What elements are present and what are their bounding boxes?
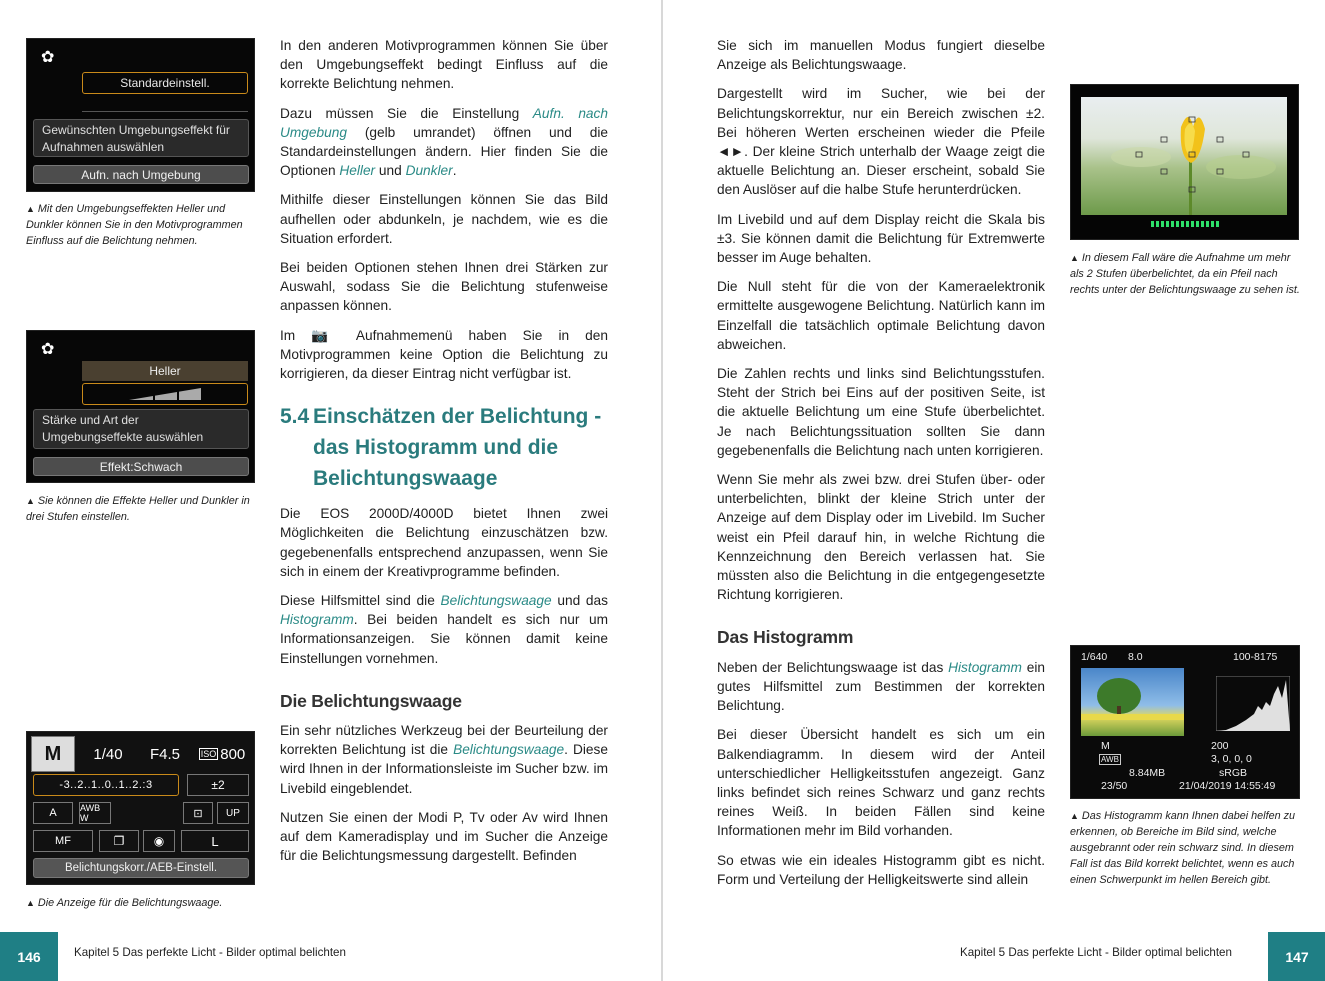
paragraph: Neben der Belichtungswaage ist das Histogramm ein gutes Hilfsmittel zum Bestimmen der korrekten Belichtung.: [717, 659, 1046, 714]
paragraph: Bei dieser Übersicht handelt es sich um ein Balkendiagramm. In diesem wird der Anteil unterschiedlicher Helligkeitsstufen angezeigt. Ganz links befindet sich reines Schwarz und ganz rechts reines Weiß. In beiden Fällen sind keine Informationen mehr im Bild vorhanden.: [717, 727, 1045, 839]
page-number: 146: [0, 932, 58, 981]
shutter-cell: 1/40: [93, 745, 123, 763]
aperture-cell: F4.5: [149, 745, 180, 763]
paragraph: Dargestellt wird im Sucher, wie bei der Belichtungskorrektur, nur ein Bereich zwischen ±2. Bei höheren Werten erscheinen wieder die Pfeile ◄►. Der kleine Strich unterhalb der Waage zeigt die aktuelle Belichtung an. Dieser erscheint, sobald Sie den Auslöser auf die halbe Stufe herunterdrücken.: [717, 86, 1045, 198]
iso-cell: ISO 800: [200, 745, 246, 763]
ambience-button: Aufn. nach Umgebung: [33, 165, 249, 184]
iso-readout: 200: [1211, 740, 1229, 752]
af-point-icon: ⊡: [183, 802, 213, 824]
crocus-photo: [1081, 97, 1287, 215]
file-number: 100-8175: [1233, 651, 1278, 663]
paragraph: In den anderen Motivprogrammen können Sie über den Umgebungseffekt bedingt Einfluss auf die korrekte Belichtung nehmen.: [280, 38, 608, 92]
effect-button: Effekt:Schwach: [33, 457, 249, 476]
level-bars-icon: [125, 387, 205, 401]
left-page: [0, 0, 662, 981]
triangle-icon: ▲: [26, 496, 35, 506]
running-footer: Kapitel 5 Das perfekte Licht - Bilder optimal belichten: [74, 946, 346, 959]
paragraph: Dazu müssen Sie die Einstellung Aufn. nach Umgebung (gelb umrandet) öffnen und die Standardeinstellungen ändern. Hier finden Sie die Optionen Heller und Dunkler.: [280, 105, 608, 179]
paragraph: So etwas wie ein ideales Histogramm gibt es nicht. Form und Verteilung der Helligkeitswerte sind allein: [717, 852, 1045, 887]
running-footer: Kapitel 5 Das perfekte Licht - Bilder optimal belichten: [960, 946, 1232, 959]
section-heading: 5.4 Einschätzen der Belichtung - das Histogramm und die Belichtungswaage: [280, 405, 602, 491]
paragraph: Im 📷 Aufnahmemenü haben Sie in den Motivprogrammen keine Option die Belichtung zu korrigieren, da dieser Eintrag nicht verfügbar ist.: [280, 327, 609, 382]
aperture-readout: 8.0: [1128, 651, 1143, 663]
screen-title: Heller: [82, 361, 248, 381]
triangle-icon: ▲: [1070, 811, 1079, 821]
flash-comp-cell: ±2: [187, 774, 249, 796]
divider: [82, 111, 248, 112]
af-mode-cell: MF: [33, 830, 93, 852]
screen-title: Standardeinstell.: [82, 72, 248, 94]
triangle-icon: ▲: [1070, 253, 1079, 263]
camera-icon: 📷: [311, 327, 341, 343]
level-selector: [82, 383, 248, 405]
paragraph: Bei beiden Optionen stehen Ihnen drei Stärken zur Auswahl, sodass Sie die Belichtung stufenweise anpassen können.: [280, 260, 608, 314]
image-quality-cell: L: [181, 830, 249, 852]
camera-screen-exposure: [26, 731, 255, 885]
paragraph: Die EOS 2000D/4000D bietet Ihnen zwei Möglichkeiten die Belichtung einzuschätzen bzw. gegebenenfalls entsprechend anzupassen, wenn Sie sich in einem der Kreativprogramme befinden.: [280, 506, 608, 579]
subheading: Die Belichtungswaage: [280, 690, 462, 711]
page-number: 147: [1268, 932, 1325, 981]
left-body: [280, 36, 608, 876]
tree-icon: [1081, 668, 1184, 736]
playback-histogram-screen: [1070, 645, 1300, 799]
drive-mode-icon: ❐: [99, 830, 139, 852]
wb-cell: AWB W: [79, 802, 111, 824]
histogram-graph: [1216, 676, 1290, 731]
info-panel: Stärke und Art der Umgebungseffekte auswählen: [33, 409, 249, 449]
shutter-readout: 1/640: [1081, 651, 1108, 663]
camera-screen-ambience: [26, 38, 255, 192]
crocus-flower-icon: [1081, 97, 1287, 215]
camera-screen-brightness: [26, 330, 255, 483]
caption-viewfinder: ▲ In diesem Fall wäre die Aufnahme um mehr als 2 Stufen überbelichtet, da ein Pfeil nach rechts unter der Belichtungswaage zu sehen ist.: [1070, 252, 1300, 296]
color-space-readout: sRGB: [1219, 767, 1248, 779]
image-count: 23/50: [1101, 780, 1128, 792]
metering-icon: ◉: [143, 830, 175, 852]
scene-mode-icon: ✿: [41, 341, 55, 358]
paragraph: Die Zahlen rechts und links sind Belichtungsstufen. Steht der Strich bei Eins auf der positiven Seite, ist die aktuelle Belichtung um eine Stufe überbelichtet. Je nach Belichtungssituation sollten Sie dann gegebenenfalls die Belichtung nach unten korrigieren.: [717, 366, 1045, 458]
exposure-comp-menu: Belichtungskorr./AEB-Einstell.: [33, 858, 249, 878]
scene-mode-icon: ✿: [41, 49, 55, 66]
tree-photo: [1081, 668, 1184, 736]
caption-histogram: ▲ Das Histogramm kann Ihnen dabei helfen zu erkennen, ob Bereiche im Bild sind, welche ausgebrannt oder rein schwarz sind. In diesem Fall ist das Bild korrekt belichtet, wenn es auch einen Schwerpunkt im hellen Bereich gibt.: [1070, 810, 1295, 886]
paragraph: Diese Hilfsmittel sind die Belichtungswaage und das Histogramm. Bei beiden handelt es sich nur um Informationsanzeigen. Sie können damit keine Einstellungen vornehmen.: [280, 593, 608, 666]
awb-readout: AWB: [1101, 755, 1119, 764]
caption-3: ▲ Die Anzeige für die Belichtungswaage.: [26, 897, 223, 909]
datetime-readout: 21/04/2019 14:55:49: [1179, 780, 1276, 792]
right-body: [717, 36, 1045, 899]
paragraph: Wenn Sie mehr als zwei bzw. drei Stufen über- oder unterbelichten, blinkt der kleine Strich unter der Anzeige auf dem Display oder im Livebild. Im Sucher weist ein Pfeil darauf hin, in welche Richtung die Kennzeichnung den Bereich verlassen hat. Sie müssten also die Belichtung in die entgegengesetzte Richtung korrigieren.: [717, 472, 1045, 603]
picture-style-cell: A: [33, 802, 73, 824]
caption-2: ▲ Sie können die Effekte Heller und Dunkler in drei Stufen einstellen.: [26, 495, 250, 523]
quality-up-cell: UP: [217, 802, 249, 824]
paragraph: Nutzen Sie einen der Modi P, Tv oder Av wird Ihnen auf dem Kameradisplay und im Sucher die Anzeige für die Belichtungsmessung dargestellt. Befinden: [280, 809, 608, 864]
subheading: Das Histogramm: [717, 627, 854, 648]
right-page: [663, 0, 1325, 981]
file-size-readout: 8.84MB: [1129, 767, 1166, 779]
mode-cell: M: [31, 736, 75, 772]
viewfinder-image: [1070, 84, 1299, 240]
exposure-scale: -3..2..1..0..1..2.:3: [33, 774, 179, 796]
mode-readout: M: [1101, 740, 1110, 752]
triangle-icon: ▲: [26, 204, 35, 214]
paragraph: Mithilfe dieser Einstellungen können Sie das Bild aufhellen oder abdunkeln, je nachdem, wie es die Situation erfordert.: [280, 192, 608, 246]
info-panel: Gewünschten Umgebungseffekt für Aufnahmen auswählen: [33, 119, 249, 157]
exposure-scale-indicator: [1151, 221, 1221, 227]
caption-1: ▲ Mit den Umgebungseffekten Heller und Dunkler können Sie in den Motivprogrammen Einfluss auf die Belichtung nehmen.: [26, 203, 243, 247]
paragraph: Die Null steht für die von der Kameraelektronik ermittelte ausgewogene Belichtung. Natürlich kann im Einzelfall die tatsächlich optimale Belichtung davon abweichen.: [717, 279, 1045, 352]
paragraph: Sie sich im manuellen Modus fungiert dieselbe Anzeige als Belichtungswaage.: [717, 38, 1045, 73]
triangle-icon: ▲: [26, 898, 35, 908]
picture-style-readout: 3, 0, 0, 0: [1211, 753, 1252, 765]
paragraph: Im Livebild und auf dem Display reicht die Skala bis ±3. Sie können damit die Belichtung für Extremwerte besser im Auge behalten.: [717, 211, 1045, 266]
paragraph: Ein sehr nützliches Werkzeug bei der Beurteilung der korrekten Belichtung ist die Belichtungswaage. Diese wird Ihnen in der Informationsleiste im Sucher bzw. im Livebild eingeblendet.: [280, 723, 608, 796]
